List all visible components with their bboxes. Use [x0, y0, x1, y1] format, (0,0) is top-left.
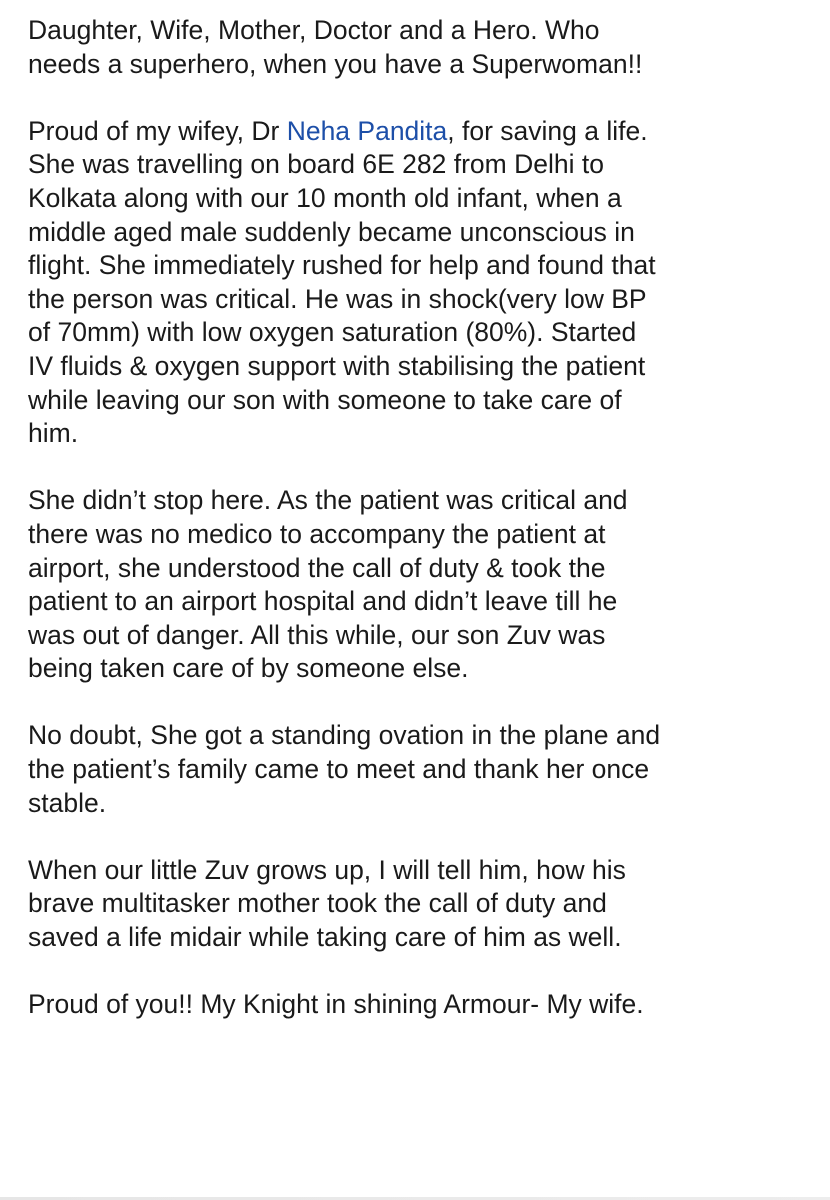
- text-line: the person was critical. He was in shock(very low BP: [28, 283, 647, 314]
- text-line: Kolkata along with our 10 month old infant, when a: [28, 182, 622, 213]
- paragraph-intro: [28, 14, 818, 81]
- text-segment: , for saving a life.: [447, 115, 648, 146]
- text-line-with-mention: [28, 115, 818, 149]
- text-line: while leaving our son with someone to take care of: [28, 384, 622, 415]
- text-line: stable.: [28, 787, 107, 818]
- text-line: there was no medico to accompany the patient at: [28, 518, 606, 549]
- text-line: No doubt, She got a standing ovation in the plane and: [28, 720, 661, 751]
- text-line: being taken care of by someone else.: [28, 653, 469, 684]
- post-body: [28, 14, 818, 1022]
- text-line: saved a life midair while taking care of him as well.: [28, 922, 622, 953]
- paragraph-future: [28, 854, 818, 955]
- text-line: flight. She immediately rushed for help and found that: [28, 250, 656, 281]
- text-line: brave multitasker mother took the call of duty and: [28, 888, 607, 919]
- paragraph-story: [28, 115, 818, 451]
- text-line: was out of danger. All this while, our son Zuv was: [28, 619, 606, 650]
- text-line: the patient’s family came to meet and thank her once: [28, 754, 650, 785]
- text-line: IV fluids & oxygen support with stabilising the patient: [28, 350, 646, 381]
- text-line: middle aged male suddenly became unconscious in: [28, 216, 635, 247]
- text-line: airport, she understood the call of duty & took the: [28, 552, 606, 583]
- mention-link-neha-pandita[interactable]: Neha Pandita: [286, 115, 448, 146]
- text-line: patient to an airport hospital and didn’t leave till he: [28, 586, 618, 617]
- paragraph-airport: [28, 484, 818, 686]
- text-line: When our little Zuv grows up, I will tell him, how his: [28, 854, 626, 885]
- text-line: him.: [28, 418, 79, 449]
- paragraph-closing: [28, 988, 818, 1022]
- text-line: of 70mm) with low oxygen saturation (80%). Started: [28, 317, 637, 348]
- paragraph-ovation: [28, 719, 818, 820]
- text-line: needs a superhero, when you have a Superwoman!!: [28, 48, 643, 79]
- text-segment: Proud of my wifey, Dr: [28, 115, 287, 146]
- text-line: She didn’t stop here. As the patient was critical and: [28, 485, 628, 516]
- text-line: She was travelling on board 6E 282 from Delhi to: [28, 149, 604, 180]
- text-line: Proud of you!! My Knight in shining Armour- My wife.: [28, 989, 644, 1020]
- text-line: Daughter, Wife, Mother, Doctor and a Hero. Who: [28, 15, 600, 45]
